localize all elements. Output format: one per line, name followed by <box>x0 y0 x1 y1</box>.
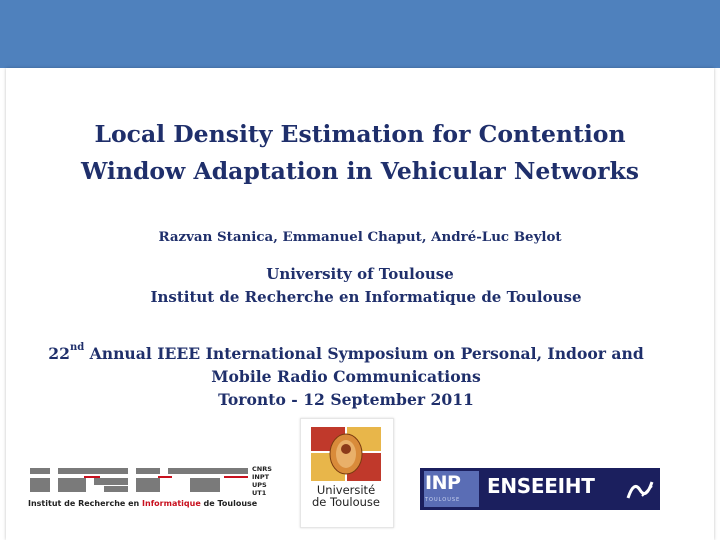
n7-emblem-icon <box>624 474 656 506</box>
enseeiht-label: ENSEEIHT <box>487 474 595 498</box>
conference-line-2: Mobile Radio Communications <box>211 367 481 386</box>
affiliation-institute: Institut de Recherche en Informatique de Toulouse <box>150 288 582 306</box>
irit-tag: INPT <box>252 473 270 481</box>
title-line-2: Window Adaptation in Vehicular Networks <box>80 157 640 185</box>
universite-wordmark <box>300 484 392 508</box>
conference-location-date: Toronto - 12 September 2011 <box>218 390 474 409</box>
conference-number: 22 <box>48 344 70 363</box>
inp-label: INP <box>425 472 461 494</box>
title-line-1: Local Density Estimation for Contention <box>94 120 626 148</box>
inp-toulouse-label: TOULOUSE <box>425 497 461 503</box>
irit-subtitle-highlight: Informatique <box>142 499 201 508</box>
universite-line-1: Université <box>316 483 376 497</box>
irit-subtitle-start: Institut de Recherche en <box>28 499 143 508</box>
conference-ordinal: nd <box>69 342 85 353</box>
conference-name: Annual IEEE International Symposium on Personal, Indoor and <box>84 344 644 363</box>
irit-subtitle-end: de Toulouse <box>200 499 258 508</box>
universite-line-2: de Toulouse <box>311 495 380 509</box>
authors: Razvan Stanica, Emmanuel Chaput, André-Luc Beylot <box>158 229 562 245</box>
irit-tag: CNRS <box>252 465 272 473</box>
irit-partner-tags <box>252 465 272 497</box>
irit-tag: UPS <box>252 481 267 489</box>
irit-tag: UT1 <box>252 489 267 497</box>
header-band <box>0 0 720 68</box>
conference-line-1 <box>0 342 692 365</box>
irit-subtitle <box>28 499 257 508</box>
affiliation <box>0 263 720 309</box>
universite-emblem-icon <box>301 419 393 487</box>
conference-info <box>0 342 692 411</box>
affiliation-university: University of Toulouse <box>266 265 454 283</box>
slide-title <box>0 116 720 190</box>
universite-logo <box>300 418 394 528</box>
